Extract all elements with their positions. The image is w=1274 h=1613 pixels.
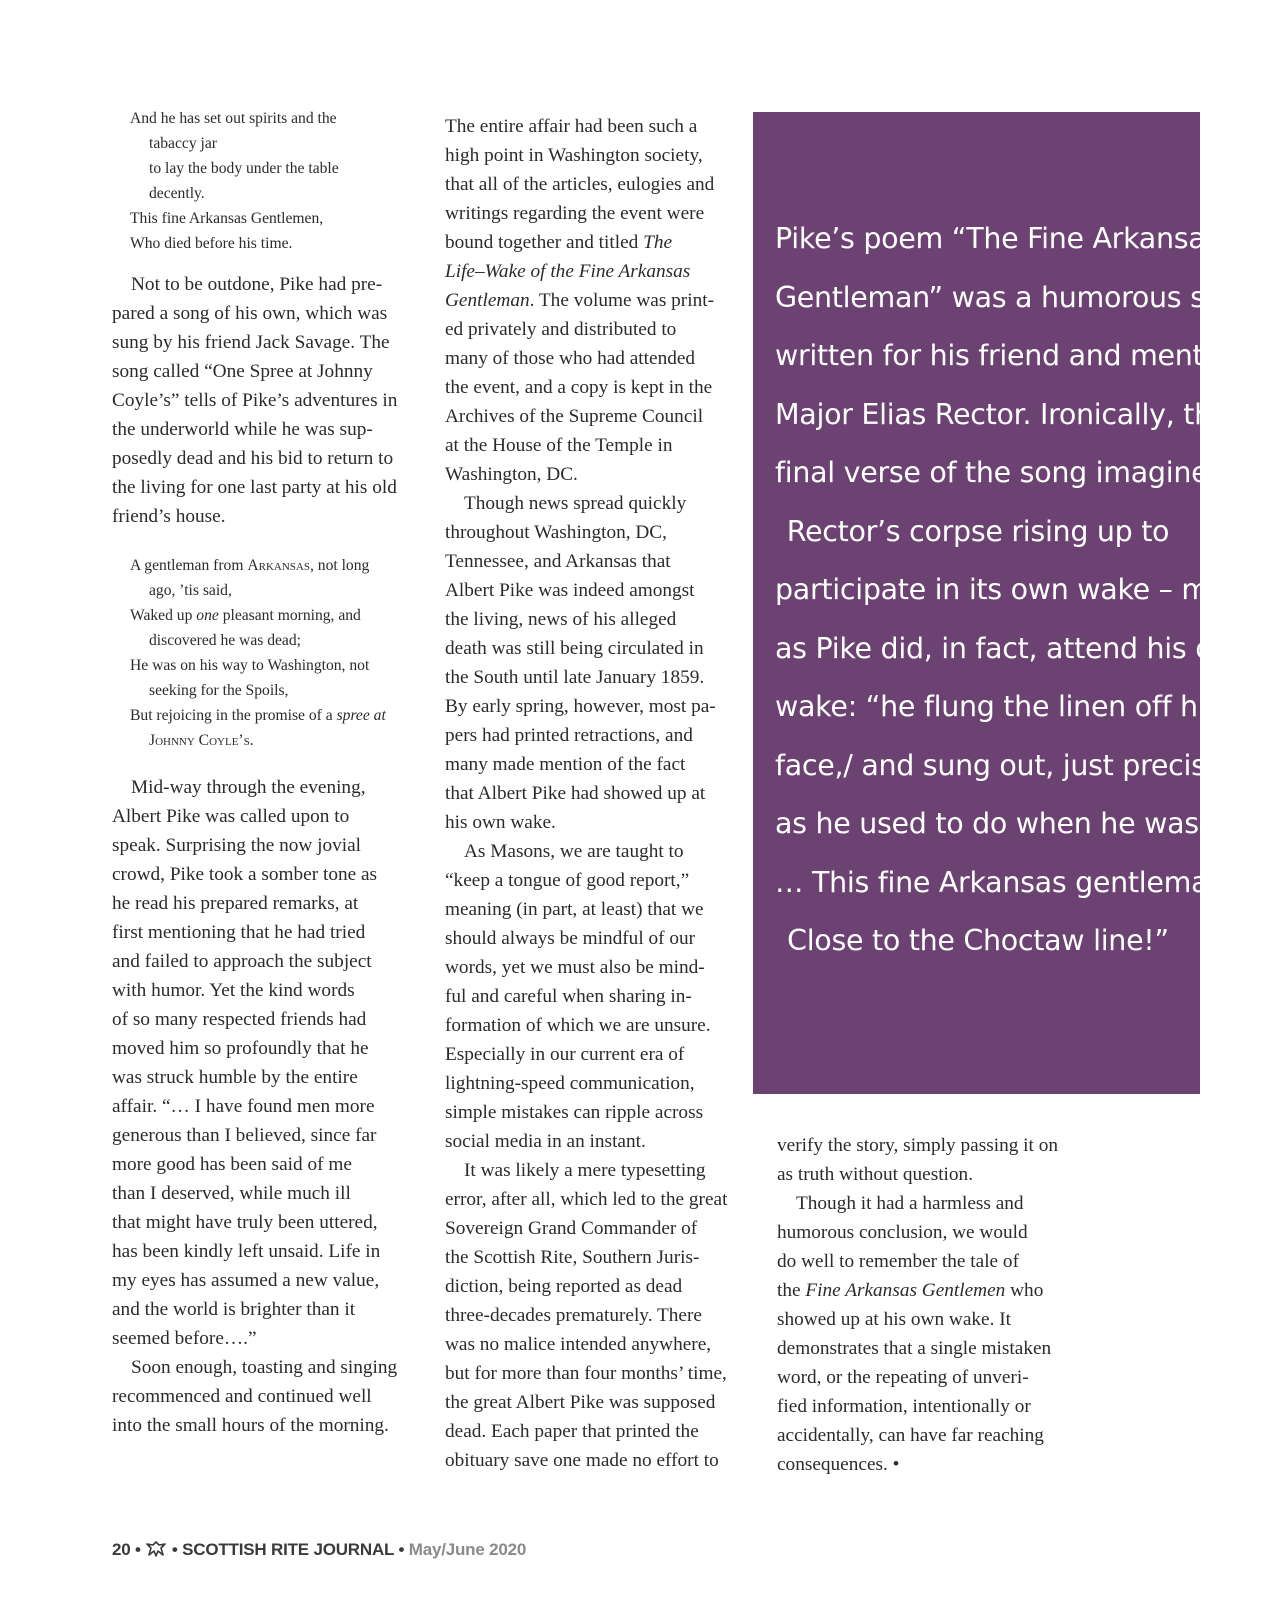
text-line: friend’s house. — [112, 506, 226, 527]
text-line: verify the story, simply passing it on — [777, 1135, 1058, 1156]
text-line: song called “One Spree at Johnny — [112, 361, 373, 382]
text-line: “keep a tongue of good report,” — [445, 870, 690, 891]
body-paragraph — [777, 1131, 1097, 1189]
text-line: more good has been said of me — [112, 1154, 352, 1175]
text-line: ed privately and distributed to — [445, 319, 677, 340]
text-line: showed up at his own wake. It — [777, 1309, 1012, 1330]
text-line: as truth without question. — [777, 1164, 974, 1185]
issue-date: May/June 2020 — [408, 1540, 527, 1559]
text-line: bound together and titled The — [445, 232, 673, 253]
text-line: three-decades prematurely. There — [445, 1305, 702, 1326]
text-line: and the world is brighter than it — [112, 1299, 356, 1320]
text-line: error, after all, which led to the great — [445, 1189, 728, 1210]
verse-line: But rejoicing in the promise of a spree at — [130, 707, 386, 724]
text-line: the Fine Arkansas Gentlemen who — [777, 1280, 1044, 1301]
pull-quote-line: wake: “he flung the linen off his — [775, 690, 1220, 723]
text-line: generous than I believed, since far — [112, 1125, 377, 1146]
text-line: should always be mindful of our — [445, 928, 696, 949]
text-line: words, yet we must also be mind- — [445, 957, 705, 978]
text-line: posedly dead and his bid to return to — [112, 448, 394, 469]
text-line: lightning-speed communication, — [445, 1073, 695, 1094]
text-line: social media in an instant. — [445, 1131, 646, 1152]
text-line: the event, and a copy is kept in the — [445, 377, 713, 398]
verse-line: Who died before his time. — [130, 235, 293, 252]
pull-quote-line: final verse of the song imagines — [775, 456, 1223, 489]
text-line: Tennessee, and Arkansas that — [445, 551, 671, 572]
verse-line: seeking for the Spoils, — [149, 682, 289, 699]
separator: • — [130, 1540, 146, 1559]
text-line: formation of which we are unsure. — [445, 1015, 711, 1036]
text-line: death was still being circulated in — [445, 638, 704, 659]
text-line: Though news spread quickly — [464, 493, 687, 514]
text-line: speak. Surprising the now jovial — [112, 835, 362, 856]
text-line: demonstrates that a single mistaken — [777, 1338, 1052, 1359]
text-line: Gentleman. The volume was print- — [445, 290, 714, 311]
pull-quote-line: Gentleman” was a humorous song — [775, 280, 1258, 314]
text-line: As Masons, we are taught to — [464, 841, 684, 862]
text-line: was struck humble by the entire — [112, 1067, 358, 1088]
text-line: at the House of the Temple in — [445, 435, 673, 456]
text-line: that might have truly been uttered, — [112, 1212, 378, 1233]
column-1 — [112, 106, 422, 1440]
text-line: many of those who had attended — [445, 348, 696, 369]
text-line: into the small hours of the morning. — [112, 1415, 389, 1436]
verse-line: A gentleman from Arkansas, not long — [130, 557, 370, 574]
text-line: diction, being reported as dead — [445, 1276, 683, 1297]
text-line: consequences. • — [777, 1454, 900, 1475]
text-line: sung by his friend Jack Savage. The — [112, 332, 390, 353]
text-line: Life–Wake of the Fine Arkansas — [445, 261, 691, 282]
text-line: humorous conclusion, we would — [777, 1222, 1028, 1243]
text-line: has been kindly left unsaid. Life in — [112, 1241, 381, 1262]
verse-line: This fine Arkansas Gentlemen, — [130, 210, 324, 227]
text-line: Not to be outdone, Pike had pre- — [131, 274, 383, 295]
verse-line: Johnny Coyle’s. — [149, 732, 254, 749]
body-paragraph — [445, 1156, 745, 1475]
text-line: than I deserved, while much ill — [112, 1183, 351, 1204]
body-paragraph — [445, 837, 745, 1156]
text-line: and failed to approach the subject — [112, 951, 372, 972]
verse-line: discovered he was dead; — [149, 632, 301, 649]
pull-quote-line: written for his friend and mentor — [775, 339, 1232, 372]
text-line: do well to remember the tale of — [777, 1251, 1019, 1272]
body-paragraph — [445, 489, 745, 837]
text-line: many made mention of the fact — [445, 754, 686, 775]
body-paragraph — [112, 773, 422, 1353]
text-line: By early spring, however, most pa- — [445, 696, 716, 717]
text-line: It was likely a mere typesetting — [464, 1160, 706, 1181]
double-headed-eagle-icon — [145, 1540, 167, 1559]
text-line: Albert Pike was indeed amongst — [445, 580, 695, 601]
text-line: moved him so profoundly that he — [112, 1038, 369, 1059]
text-line: meaning (in part, at least) that we — [445, 899, 704, 920]
verse-line: And he has set out spirits and the — [130, 110, 337, 127]
text-line: affair. “… I have found men more — [112, 1096, 375, 1117]
column-3 — [777, 1131, 1097, 1479]
text-line: my eyes has assumed a new value, — [112, 1270, 380, 1291]
text-line: of so many respected friends had — [112, 1009, 367, 1030]
verse-line: ago, ’tis said, — [149, 582, 232, 599]
text-line: obituary save one made no effort to — [445, 1450, 719, 1471]
text-line: was no malice intended anywhere, — [445, 1334, 712, 1355]
pull-quote-line: as he used to do when he was alive — [775, 807, 1274, 840]
pull-quote-line: face,/ and sung out, just precisely — [775, 748, 1248, 782]
text-line: Washington, DC. — [445, 464, 578, 485]
text-line: Sovereign Grand Commander of — [445, 1218, 698, 1239]
body-paragraph — [112, 270, 422, 531]
text-line: first mentioning that he had tried — [112, 922, 366, 943]
page-footer — [112, 1540, 526, 1560]
text-line: but for more than four months’ time, — [445, 1363, 727, 1384]
text-line: dead. Each paper that printed the — [445, 1421, 699, 1442]
pull-quote-line: Pike’s poem “The Fine Arkansas — [775, 222, 1220, 255]
pull-quote-line: as Pike did, in fact, attend his own — [775, 631, 1254, 665]
text-line: seemed before….” — [112, 1328, 257, 1349]
pull-quote-box — [753, 112, 1274, 1094]
text-line: that all of the articles, eulogies and — [445, 174, 715, 195]
text-line: the great Albert Pike was supposed — [445, 1392, 716, 1413]
text-line: recommenced and continued well — [112, 1386, 372, 1407]
separator: • — [393, 1540, 409, 1559]
text-line: he read his prepared remarks, at — [112, 893, 359, 914]
text-line: fied information, intentionally or — [777, 1396, 1031, 1417]
text-line: that Albert Pike had showed up at — [445, 783, 706, 804]
separator: • — [167, 1540, 183, 1559]
text-line: the Scottish Rite, Southern Juris- — [445, 1247, 700, 1268]
text-line: pared a song of his own, which was — [112, 303, 388, 324]
text-line: the living, news of his alleged — [445, 609, 677, 630]
verse-line: tabaccy jar — [149, 135, 217, 152]
text-line: Mid-way through the evening, — [131, 777, 366, 798]
column-2 — [445, 112, 745, 1475]
text-line: Especially in our current era of — [445, 1044, 685, 1065]
text-line: Coyle’s” tells of Pike’s adventures in — [112, 390, 398, 411]
verse-line: Waked up one pleasant morning, and — [130, 607, 361, 624]
journal-name: SCOTTISH RITE JOURNAL — [182, 1540, 394, 1559]
text-line: his own wake. — [445, 812, 556, 833]
text-line: high point in Washington society, — [445, 145, 703, 166]
verse-line: decently. — [149, 185, 205, 202]
text-line: ful and careful when sharing in- — [445, 986, 692, 1007]
text-line: the living for one last party at his old — [112, 477, 397, 498]
pull-quote-line: … This fine Arkansas gentleman, — [775, 865, 1235, 899]
text-line: word, or the repeating of unveri- — [777, 1367, 1029, 1388]
text-line: Archives of the Supreme Council — [445, 406, 704, 427]
pull-quote-line: Close to the Choctaw line!” — [787, 924, 1169, 957]
verse-excerpt-2 — [130, 553, 422, 753]
body-paragraph — [777, 1189, 1097, 1479]
pull-quote-text — [775, 210, 1274, 971]
text-line: Though it had a harmless and — [796, 1193, 1024, 1214]
body-paragraph — [445, 112, 745, 489]
text-line: throughout Washington, DC, — [445, 522, 667, 543]
pull-quote-line: Major Elias Rector. Ironically, the — [775, 397, 1230, 431]
pull-quote-line: participate in its own wake – much — [775, 573, 1260, 606]
text-line: with humor. Yet the kind words — [112, 980, 355, 1001]
text-line: Soon enough, toasting and singing — [131, 1357, 398, 1378]
text-line: the South until late January 1859. — [445, 667, 705, 688]
text-line: Albert Pike was called upon to — [112, 806, 350, 827]
pull-quote-line: Rector’s corpse rising up to — [786, 514, 1170, 548]
body-paragraph — [112, 1353, 422, 1440]
text-line: the underworld while he was sup- — [112, 419, 373, 440]
text-line: simple mistakes can ripple across — [445, 1102, 704, 1123]
text-line: pers had printed retractions, and — [445, 725, 693, 746]
text-line: crowd, Pike took a somber tone as — [112, 864, 378, 885]
text-line: accidentally, can have far reaching — [777, 1425, 1044, 1446]
page-number: 20 — [112, 1540, 131, 1559]
verse-line: He was on his way to Washington, not — [130, 657, 370, 674]
text-line: The entire affair had been such a — [445, 116, 698, 137]
verse-line: to lay the body under the table — [149, 160, 339, 177]
verse-excerpt-1 — [130, 106, 422, 256]
text-line: writings regarding the event were — [445, 203, 705, 224]
